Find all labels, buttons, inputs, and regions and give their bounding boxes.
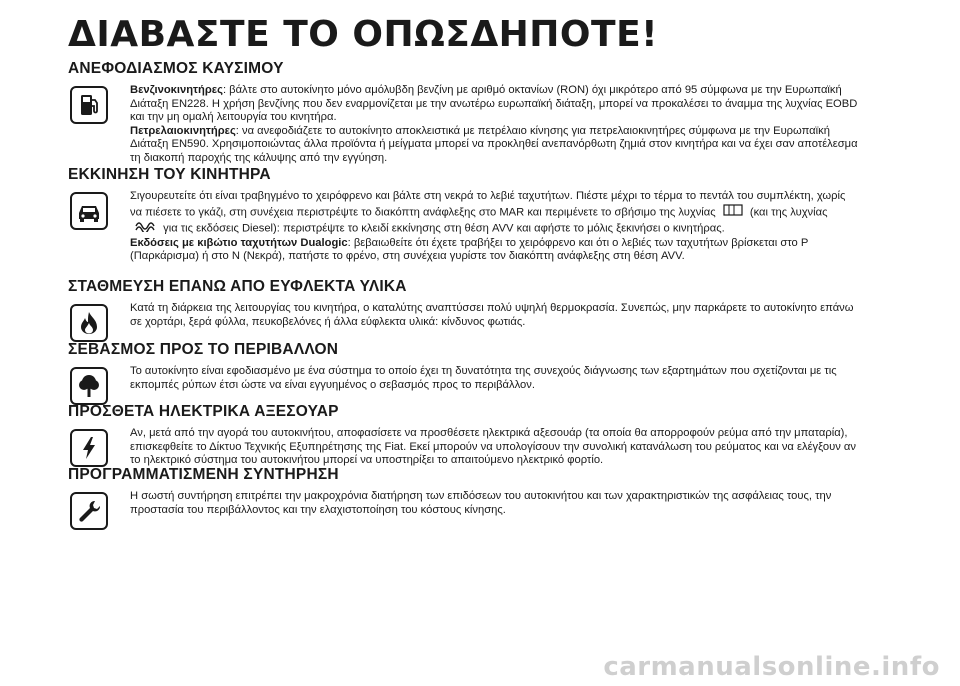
petrol-label: Βενζινοκινητήρες [130, 84, 223, 96]
accessories-text: Αν, μετά από την αγορά του αυτοκινήτου, αποφασίσετε να προσθέσετε ηλεκτρικά αξεσουάρ (τα οποία θα απορροφούν ρεύμα από την μπαταρία), επισκεφθείτε το Δίκτυο Τεχνικής Εξυπηρέτησης της Fiat. Εκεί μπορούν να υπολογίσουν την συνολική κατανάλωση του ρεύματος και να ελέγξουν αν το ηλεκτρικό σύστημα του αυτοκινήτου μπορεί να υποστηρίξει το απαιτούμενο ηλεκτρικό φορτίο. [130, 427, 856, 467]
glow-plug-icon [134, 220, 156, 237]
engine-start-text-c: για τις εκδόσεις Diesel): περιστρέψτε το κλειδί εκκίνησης στη θέση AVV και αφήστε το μόλις ξεκινήσει ο κινητήρας. [163, 222, 725, 235]
section-heading: ΕΚΚΙΝΗΣΗ ΤΟΥ ΚΙΝΗΤΗΡΑ [68, 166, 271, 183]
section-heading: ΠΡΟΣΘΕΤΑ ΗΛΕΚΤΡΙΚΑ ΑΞΕΣΟΥΑΡ [68, 403, 339, 420]
section-electrical-accessories [68, 403, 860, 468]
section-heading: ΣΤΑΘΜΕΥΣΗ ΕΠΑΝΩ ΑΠΟ ΕΥΦΛΕΚΤΑ ΥΛΙΚΑ [68, 278, 407, 295]
dualogic-label: Εκδόσεις με κιβώτιο ταχυτήτων Dualogic [130, 236, 348, 249]
engine-start-text-b: (και της λυχνίας [749, 205, 828, 218]
diesel-label: Πετρελαιοκινητήρες [130, 124, 236, 137]
page-title: ΔΙΑΒΑΣΤΕ ΤΟ ΟΠΩΣΔΗΠΟΤΕ! [68, 14, 659, 55]
engine-start-text-a: Σιγουρευτείτε ότι είναι τραβηγμένο το χειρόφρενο και βάλτε στη νεκρά το λεβιέ ταχυτήτων. Πιέστε μέχρι το τέρμα το πεντάλ του συμπλέκτη, χωρίς να πιέσετε το γκάζι, στη συνέχεια περιστρέψτε το διακόπτη ανάφλεξης στο MAR και περιμένετε το σβήσιμο της λυχνίας [130, 190, 846, 218]
lightning-icon [70, 429, 108, 467]
dualogic-text: : βεβαιωθείτε ότι έχετε τραβήξει το χειρόφρενο και ότι ο λεβιές των ταχυτήτων βρίσκεται στο P (Παρκάρισμα) ή στο N (Νεκρά), πατήστε το φρένο, στη συνέχεια γυρίστε τον διακόπτη ανάφλεξης στη θέση AVV. [130, 236, 809, 263]
car-icon [70, 192, 108, 230]
tree-icon [70, 367, 108, 405]
section-heading: ΑΝΕΦΟΔΙΑΣΜΟΣ ΚΑΥΣΙΜΟΥ [68, 60, 284, 77]
section-environment [68, 341, 860, 405]
fuel-pump-icon [70, 86, 108, 124]
flame-icon [70, 304, 108, 342]
environment-text: Το αυτοκίνητο είναι εφοδιασμένο με ένα σύστημα το οποίο έχει τη δυνατότητα της συνεχούς διάγνωσης των εξαρτημάτων που σχετίζονται με τις εκπομπές ρύπων έτσι ώστε να είναι εγγυημένος ο σεβασμός προς το περιβάλλον. [130, 365, 837, 391]
parking-text: Κατά τη διάρκεια της λειτουργίας του κινητήρα, ο καταλύτης αναπτύσσει πολύ υψηλή θερμοκρασία. Συνεπώς, μην παρκάρετε το αυτοκίνητο επάνω σε χορτάρι, ξερά φύλλα, πευκοβελόνες ή άλλα εύφλεκτα υλικά: κίνδυνος φωτιάς. [130, 302, 854, 328]
diesel-text: : να ανεφοδιάζετε το αυτοκίνητο αποκλειστικά με πετρέλαιο κίνησης για πετρελαιοκινητήρες σύμφωνα με την Ευρωπαϊκή Διάταξη EN590. Χρησιμοποιώντας άλλα προϊόντα ή μείγματα μπορεί να προκληθεί ανεπανόρθωτη ζημιά στον κινητήρα και να έχει σαν αποτέλεσμα τη διακοπή παροχής της κάλυψης από την εγγύηση. [130, 124, 858, 164]
petrol-text: : βάλτε στο αυτοκίνητο μόνο αμόλυβδη βενζίνη με αριθμό οκτανίων (RON) όχι μικρότερο από 95 σύμφωνα με την Ευρωπαϊκή Διάταξη EN228. Η χρήση βενζίνης που δεν εναρμονίζεται με την ανωτέρω ευρωπαϊκή διάταξη, μπορεί να προκαλέσει το άναμμα της λυχνίας EOBD και την μη ομαλή λειτουργία του κινητήρα. [130, 84, 858, 124]
maintenance-text: Η σωστή συντήρηση επιτρέπει την μακροχρόνια διατήρηση των επιδόσεων του αυτοκινήτου και των χαρακτηριστικών της ασφάλειας τους, την προστασία του περιβάλλοντος και την ελαχιστοποίηση του κόστους κίνησης. [130, 490, 832, 516]
watermark: carmanualsonline.info [603, 652, 940, 682]
section-scheduled-maintenance [68, 466, 860, 530]
section-engine-start [68, 166, 860, 264]
section-heading: ΣΕΒΑΣΜΟΣ ΠΡΟΣ ΤΟ ΠΕΡΙΒΑΛΛΟΝ [68, 341, 339, 358]
section-parking-flammable [68, 278, 860, 342]
warning-lamp-icon [723, 204, 743, 221]
section-refuelling [68, 60, 860, 166]
wrench-icon [70, 492, 108, 530]
section-heading: ΠΡΟΓΡΑΜΜΑΤΙΣΜΕΝΗ ΣΥΝΤΗΡΗΣΗ [68, 466, 339, 483]
